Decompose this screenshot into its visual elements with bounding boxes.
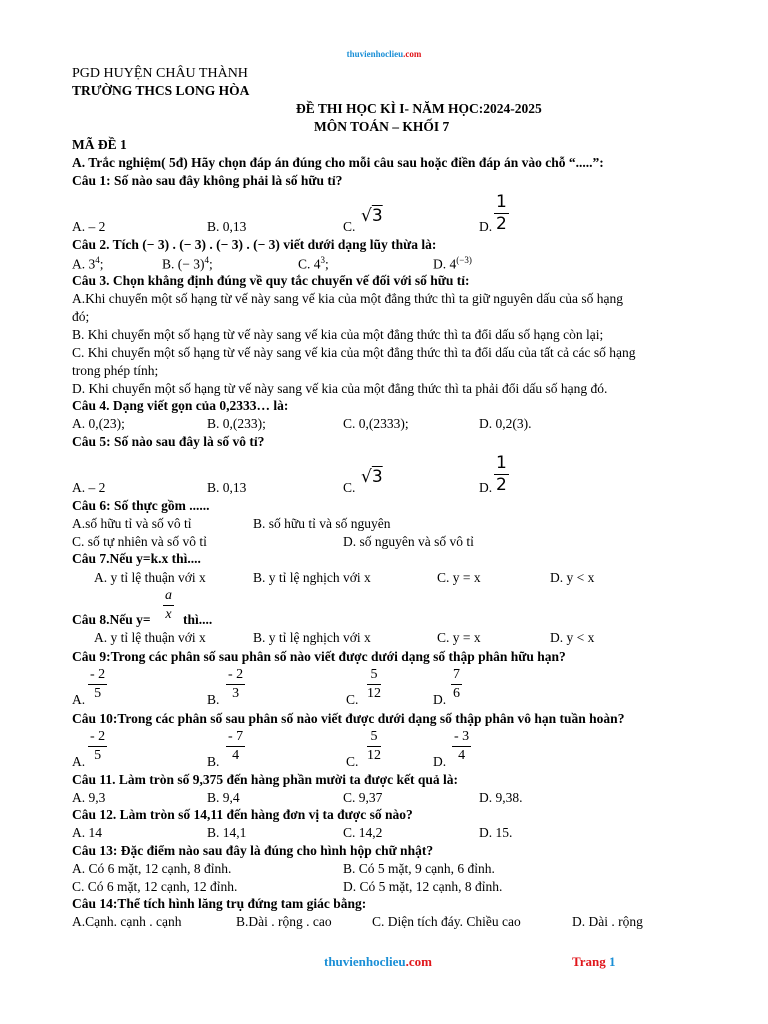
q9-a-num: - 2	[88, 668, 107, 685]
q6-option-b: B. số hữu tỉ và số nguyên	[253, 516, 391, 531]
q2-b-base: B. (− 3)	[162, 256, 205, 272]
q5-option-b: B. 0,13	[207, 480, 247, 495]
q9-text: Câu 9:Trong các phân số sau phân số nào viết được dưới dạng số thập phân hữu hạn?	[72, 649, 566, 664]
q8-text-pre: Câu 8.Nếu y=	[72, 612, 151, 627]
q8-option-d: D. y < x	[550, 630, 595, 645]
q1-option-d: D.	[479, 219, 493, 234]
q5-option-c: C.	[343, 480, 356, 495]
q8-text-post: thì....	[183, 612, 213, 627]
q13-option-a: A. Có 6 mặt, 12 cạnh, 8 đỉnh.	[72, 861, 232, 876]
q10-b-den: 4	[232, 748, 240, 763]
q3-option-b: B. Khi chuyển một số hạng từ vế này sang vế kia của một đẳng thức thì ta đổi dấu số hạng còn lại;	[72, 327, 604, 342]
q12-option-d: D. 15.	[479, 825, 513, 840]
school-name: TRƯỜNG THCS LONG HÒA	[72, 83, 250, 98]
q9-d-fraction	[451, 668, 462, 701]
q14-option-d: D. Dài . rộng	[572, 914, 643, 929]
q1-option-a: A. – 2	[72, 219, 106, 234]
q10-b-fraction	[226, 730, 245, 763]
q5-sqrt: √3	[361, 467, 383, 487]
q5-fraction	[494, 455, 509, 494]
q3-option-d: D. Khi chuyển một số hạng từ vế này sang vế kia của một đẳng thức thì ta phải đổi dấu số hạng đó.	[72, 381, 608, 396]
q10-c-num: 5	[367, 730, 381, 747]
q2-text: Câu 2. Tích (− 3) . (− 3) . (− 3) . (− 3) viết dưới dạng lũy thừa là:	[72, 237, 437, 252]
q5-sqrt-radicand: 3	[371, 467, 383, 487]
q7-option-a: A. y tỉ lệ thuận với x	[94, 570, 206, 585]
q10-a-num: - 2	[88, 730, 107, 747]
q10-c-den: 12	[367, 748, 381, 763]
q11-text: Câu 11. Làm tròn số 9,375 đến hàng phần mười ta được kết quả là:	[72, 772, 458, 787]
q2-option-c: C. $4^3$;	[298, 255, 329, 272]
q7-option-d: D. y < x	[550, 570, 595, 585]
q2-option-a: A. $3^4$;	[72, 255, 104, 272]
q14-option-a: A.Cạnh. cạnh . cạnh	[72, 914, 182, 929]
q9-option-c: C.	[346, 692, 359, 707]
q10-text: Câu 10:Trong các phân số sau phân số nào viết được dưới dạng số thập phân vô hạn tuần hoàn?	[72, 711, 625, 726]
q9-c-num: 5	[367, 668, 381, 685]
q5-frac-den: 2	[496, 475, 507, 495]
q8-option-c: C. y = x	[437, 630, 481, 645]
q4-option-c: C. 0,(2333);	[343, 416, 409, 431]
q1-sqrt: √3	[361, 206, 383, 226]
q9-option-a: A.	[72, 692, 86, 707]
q4-option-d: D. 0,2(3).	[479, 416, 532, 431]
q8-fraction	[163, 589, 174, 622]
q11-option-c: C. 9,37	[343, 790, 383, 805]
q9-option-b: B.	[207, 692, 220, 707]
footer-site[interactable]	[324, 955, 432, 968]
q1-sqrt-radicand: 3	[371, 206, 383, 226]
q13-text: Câu 13: Đặc điểm nào sau đây là đúng cho hình hộp chữ nhật?	[72, 843, 434, 858]
q13-option-b: B. Có 5 mặt, 9 cạnh, 6 đỉnh.	[343, 861, 495, 876]
q9-b-den: 3	[232, 686, 240, 701]
q2-b-exp: 4	[204, 255, 209, 265]
q12-text: Câu 12. Làm tròn số 14,11 đến hàng đơn vị ta được số nào?	[72, 807, 413, 822]
q8-frac-den: x	[165, 607, 172, 622]
q1-text: Câu 1: Số nào sau đây không phải là số hữu tỉ?	[72, 173, 343, 188]
q6-option-d: D. số nguyên và số vô tỉ	[343, 534, 474, 549]
q12-option-b: B. 14,1	[207, 825, 247, 840]
q10-option-b: B.	[207, 754, 220, 769]
q5-text: Câu 5: Số nào sau đây là số vô tỉ?	[72, 434, 265, 449]
q11-option-a: A. 9,3	[72, 790, 106, 805]
q8-option-a: A. y tỉ lệ thuận với x	[94, 630, 206, 645]
q3-option-a-line2: đó;	[72, 309, 90, 324]
q11-option-d: D. 9,38.	[479, 790, 523, 805]
q8-option-b: B. y tỉ lệ nghịch với x	[253, 630, 371, 645]
q1-option-b: B. 0,13	[207, 219, 247, 234]
q10-d-den: 4	[458, 748, 466, 763]
q9-a-fraction	[88, 668, 107, 701]
q1-frac-den: 2	[496, 214, 507, 234]
footer-site-name: thuvienhoclieu	[324, 954, 406, 969]
q10-a-den: 5	[94, 748, 102, 763]
q12-option-c: C. 14,2	[343, 825, 383, 840]
q10-option-c: C.	[346, 754, 359, 769]
q2-option-d	[433, 256, 472, 271]
q9-c-fraction	[367, 668, 381, 701]
site-name: thuvienhoclieu	[346, 49, 404, 59]
page-num: 1	[608, 954, 616, 969]
q9-d-den: 6	[453, 686, 460, 701]
q9-c-den: 12	[367, 686, 381, 701]
q14-text: Câu 14:Thể tích hình lăng trụ đứng tam giác bằng:	[72, 896, 367, 911]
q3-text: Câu 3. Chọn khẳng định đúng về quy tắc chuyển vế đối với số hữu tỉ:	[72, 273, 470, 288]
q7-text: Câu 7.Nếu y=k.x thì....	[72, 551, 201, 566]
q4-option-b: B. 0,(233);	[207, 416, 266, 431]
q5-frac-num: 1	[496, 453, 507, 473]
q13-option-c: C. Có 6 mặt, 12 cạnh, 12 đỉnh.	[72, 879, 238, 894]
q8-frac-num: a	[163, 589, 174, 606]
q10-c-fraction	[367, 730, 381, 763]
q14-option-c: C. Diện tích đáy. Chiều cao	[372, 914, 521, 929]
q1-frac-num: 1	[496, 192, 507, 212]
q3-option-a-line1: A.Khi chuyển một số hạng từ vế này sang vế kia của một đẳng thức thì ta giữ nguyên dấu của số hạng	[72, 291, 623, 306]
q3-option-c-line2: trong phép tính;	[72, 363, 159, 378]
q10-d-fraction	[452, 730, 471, 763]
q14-option-b: B.Dài . rộng . cao	[236, 914, 332, 929]
exam-code: MÃ ĐỀ 1	[72, 137, 127, 152]
q9-option-d: D.	[433, 692, 447, 707]
q5-option-a: A. – 2	[72, 480, 106, 495]
q13-option-d: D. Có 5 mặt, 12 cạnh, 8 đỉnh.	[343, 879, 503, 894]
q11-option-b: B. 9,4	[207, 790, 240, 805]
q9-d-num: 7	[451, 668, 462, 685]
q10-option-d: D.	[433, 754, 447, 769]
q6-text: Câu 6: Số thực gồm ......	[72, 498, 210, 513]
q9-b-num: - 2	[226, 668, 245, 685]
exam-title: ĐỀ THI HỌC KÌ I- NĂM HỌC:2024-2025	[296, 101, 542, 116]
q10-b-num: - 7	[226, 730, 245, 747]
q10-option-a: A.	[72, 754, 86, 769]
site-header[interactable]	[0, 50, 768, 59]
q5-option-d: D.	[479, 480, 493, 495]
q2-c-exp: 3	[320, 255, 326, 265]
q3-option-c-line1: C. Khi chuyển một số hạng từ vế này sang vế kia của một đẳng thức thì ta đổi dấu của tất cả các số hạng	[72, 345, 636, 360]
page-label: Trang	[572, 954, 609, 969]
q7-option-c: C. y = x	[437, 570, 481, 585]
q6-option-c: C. số tự nhiên và số vô tỉ	[72, 534, 207, 549]
q10-a-fraction	[88, 730, 107, 763]
page-number	[572, 955, 615, 968]
q2-d-base: D. 4	[433, 256, 457, 272]
exam-subject: MÔN TOÁN – KHỐI 7	[314, 119, 450, 134]
q6-option-a: A.số hữu tỉ và số vô tỉ	[72, 516, 192, 531]
q7-option-b: B. y tỉ lệ nghịch với x	[253, 570, 371, 585]
q9-b-fraction	[226, 668, 245, 701]
q2-a-exp: 4	[95, 255, 100, 265]
q1-fraction	[494, 194, 509, 233]
footer-site-tld: .com	[405, 954, 432, 969]
q9-a-den: 5	[94, 686, 102, 701]
q4-text: Câu 4. Dạng viết gọn của 0,2333… là:	[72, 398, 289, 413]
q2-a-base: A. 3	[72, 256, 96, 272]
department: PGD HUYỆN CHÂU THÀNH	[72, 66, 248, 81]
site-tld: .com	[403, 49, 422, 59]
q2-option-b: B. (− 3)$^4$;	[162, 255, 213, 272]
q2-d-exp: (−3)	[456, 255, 472, 265]
q4-option-a: A. 0,(23);	[72, 416, 125, 431]
q1-option-c: C.	[343, 219, 356, 234]
q10-d-num: - 3	[452, 730, 471, 747]
q12-option-a: A. 14	[72, 825, 102, 840]
section-heading: A. Trắc nghiệm( 5đ) Hãy chọn đáp án đúng cho mỗi câu sau hoặc điền đáp án vào chỗ “.....”:	[72, 155, 604, 170]
q2-c-base: C. 4	[298, 256, 321, 272]
